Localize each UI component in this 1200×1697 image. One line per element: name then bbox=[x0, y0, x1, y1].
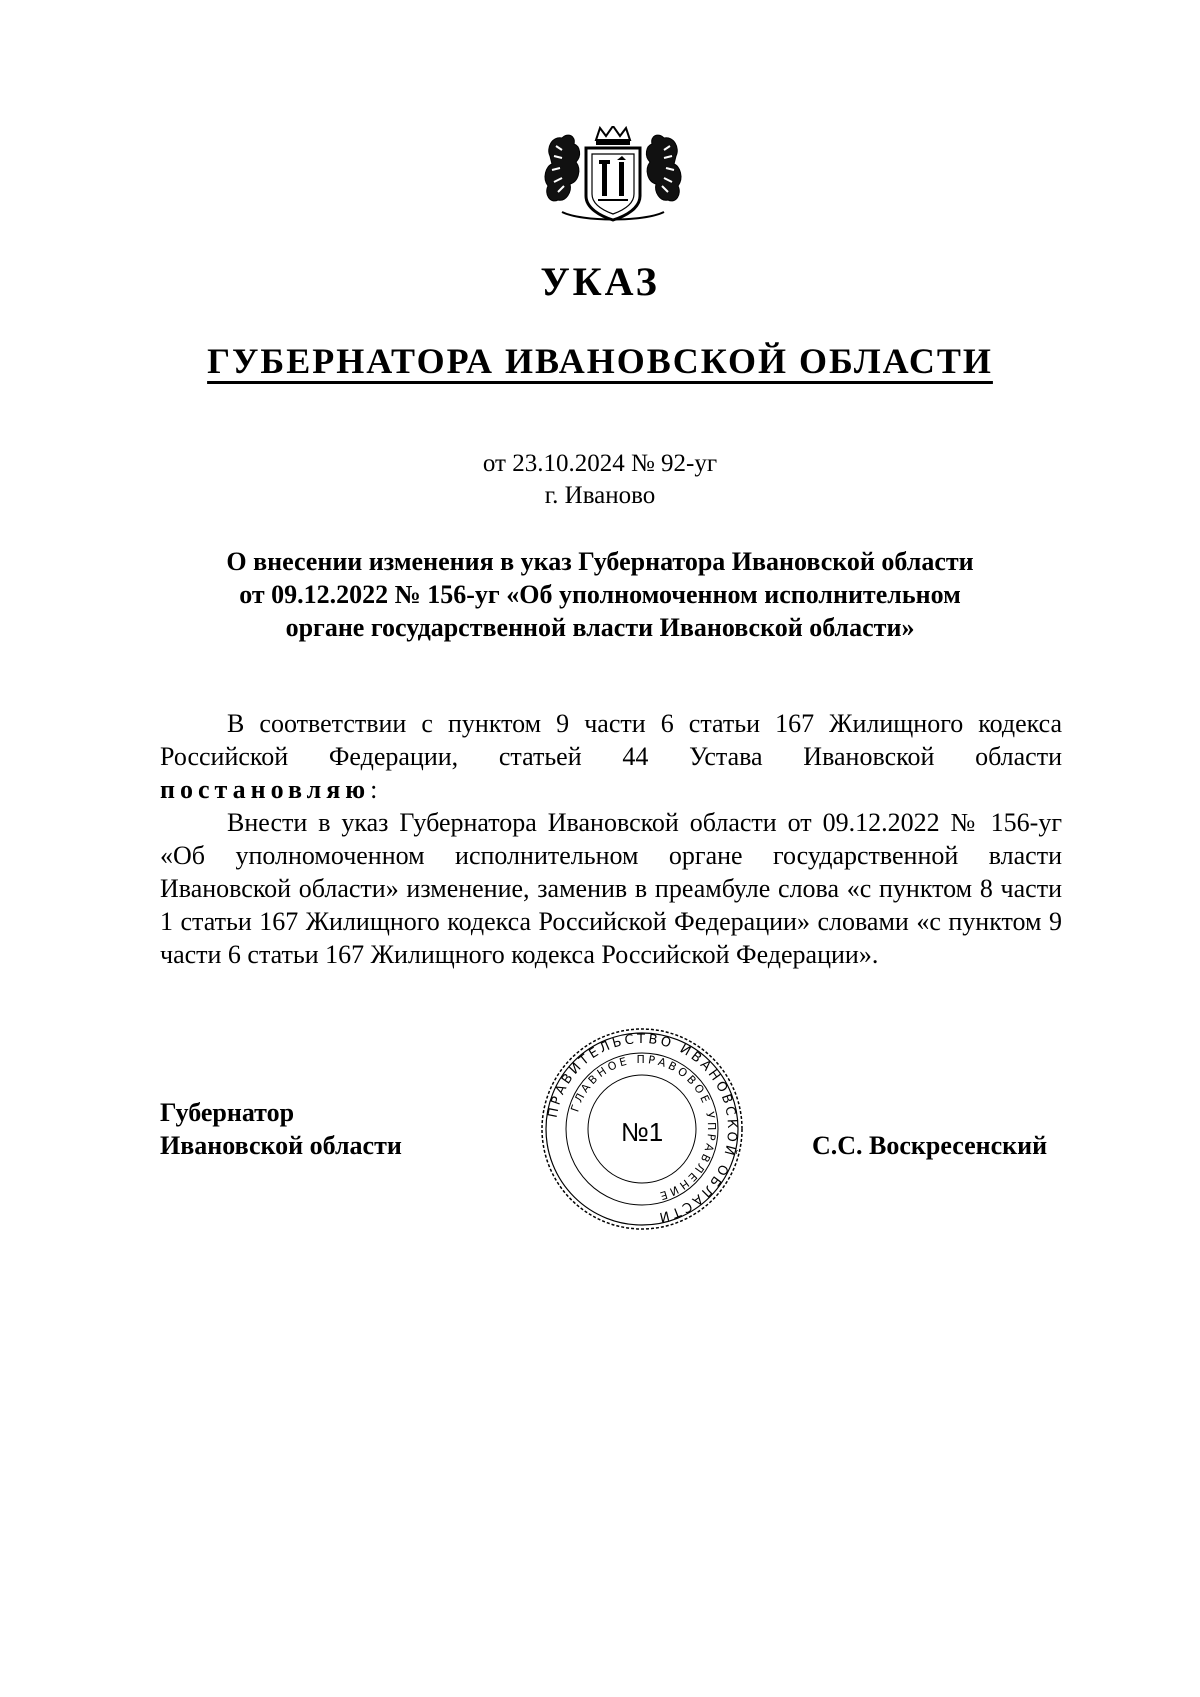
decree-keyword: постановляю bbox=[160, 775, 371, 804]
preamble-end: : bbox=[370, 775, 378, 804]
signature-name: С.С. Воскресенский bbox=[812, 1131, 1048, 1160]
paragraph-preamble bbox=[160, 707, 1062, 806]
city-line: г. Иваново bbox=[544, 482, 656, 509]
document-title: УКАЗ bbox=[540, 259, 660, 304]
document-subtitle bbox=[0, 343, 1200, 379]
stamp-outer-text: ПРАВИТЕЛЬСТВО ИВАНОВСКОЙ ОБЛАСТИ bbox=[545, 1031, 740, 1225]
document-heading bbox=[150, 545, 1050, 644]
document-meta bbox=[0, 448, 1200, 512]
signature-position-line: Ивановской области bbox=[160, 1131, 402, 1160]
stamp-inner-text: ГЛАВНОЕ ПРАВОВОЕ УПРАВЛЕНИЕ bbox=[568, 1052, 719, 1204]
coat-of-arms-icon bbox=[542, 126, 684, 224]
signature-position-line: Губернатор bbox=[160, 1098, 295, 1127]
paragraph-decree: Внести в указ Губернатора Ивановской области от 09.12.2022 № 156-уг «Об уполномоченном исполнительном органе государственной власти Ивановской области» изменение, заменив в преамбуле слова «с пунктом 8 части 1 статьи 167 Жилищного кодекса Российской Федерации» словами «с пунктом 9 части 6 статьи 167 Жилищного кодекса Российской Федерации». bbox=[160, 808, 1062, 969]
heading-line: от 09.12.2022 № 156-уг «Об уполномоченном исполнительном bbox=[239, 580, 961, 609]
document-body bbox=[160, 707, 1062, 971]
issuer-label: ГУБЕРНАТОРА ИВАНОВСКОЙ ОБЛАСТИ bbox=[207, 341, 993, 381]
date-number-line: от 23.10.2024 № 92-уг bbox=[482, 450, 718, 477]
heading-line: О внесении изменения в указ Губернатора Ивановской области bbox=[226, 547, 974, 576]
signature-position bbox=[160, 1096, 402, 1162]
preamble-text: В соответствии с пунктом 9 части 6 статьи 167 Жилищного кодекса Российской Федерации, статьей 44 Устава Ивановской области bbox=[160, 709, 1062, 771]
heading-line: органе государственной власти Ивановской области» bbox=[285, 613, 915, 642]
stamp-number: №1 bbox=[620, 1117, 664, 1147]
stamp-seal-icon bbox=[538, 1025, 746, 1233]
